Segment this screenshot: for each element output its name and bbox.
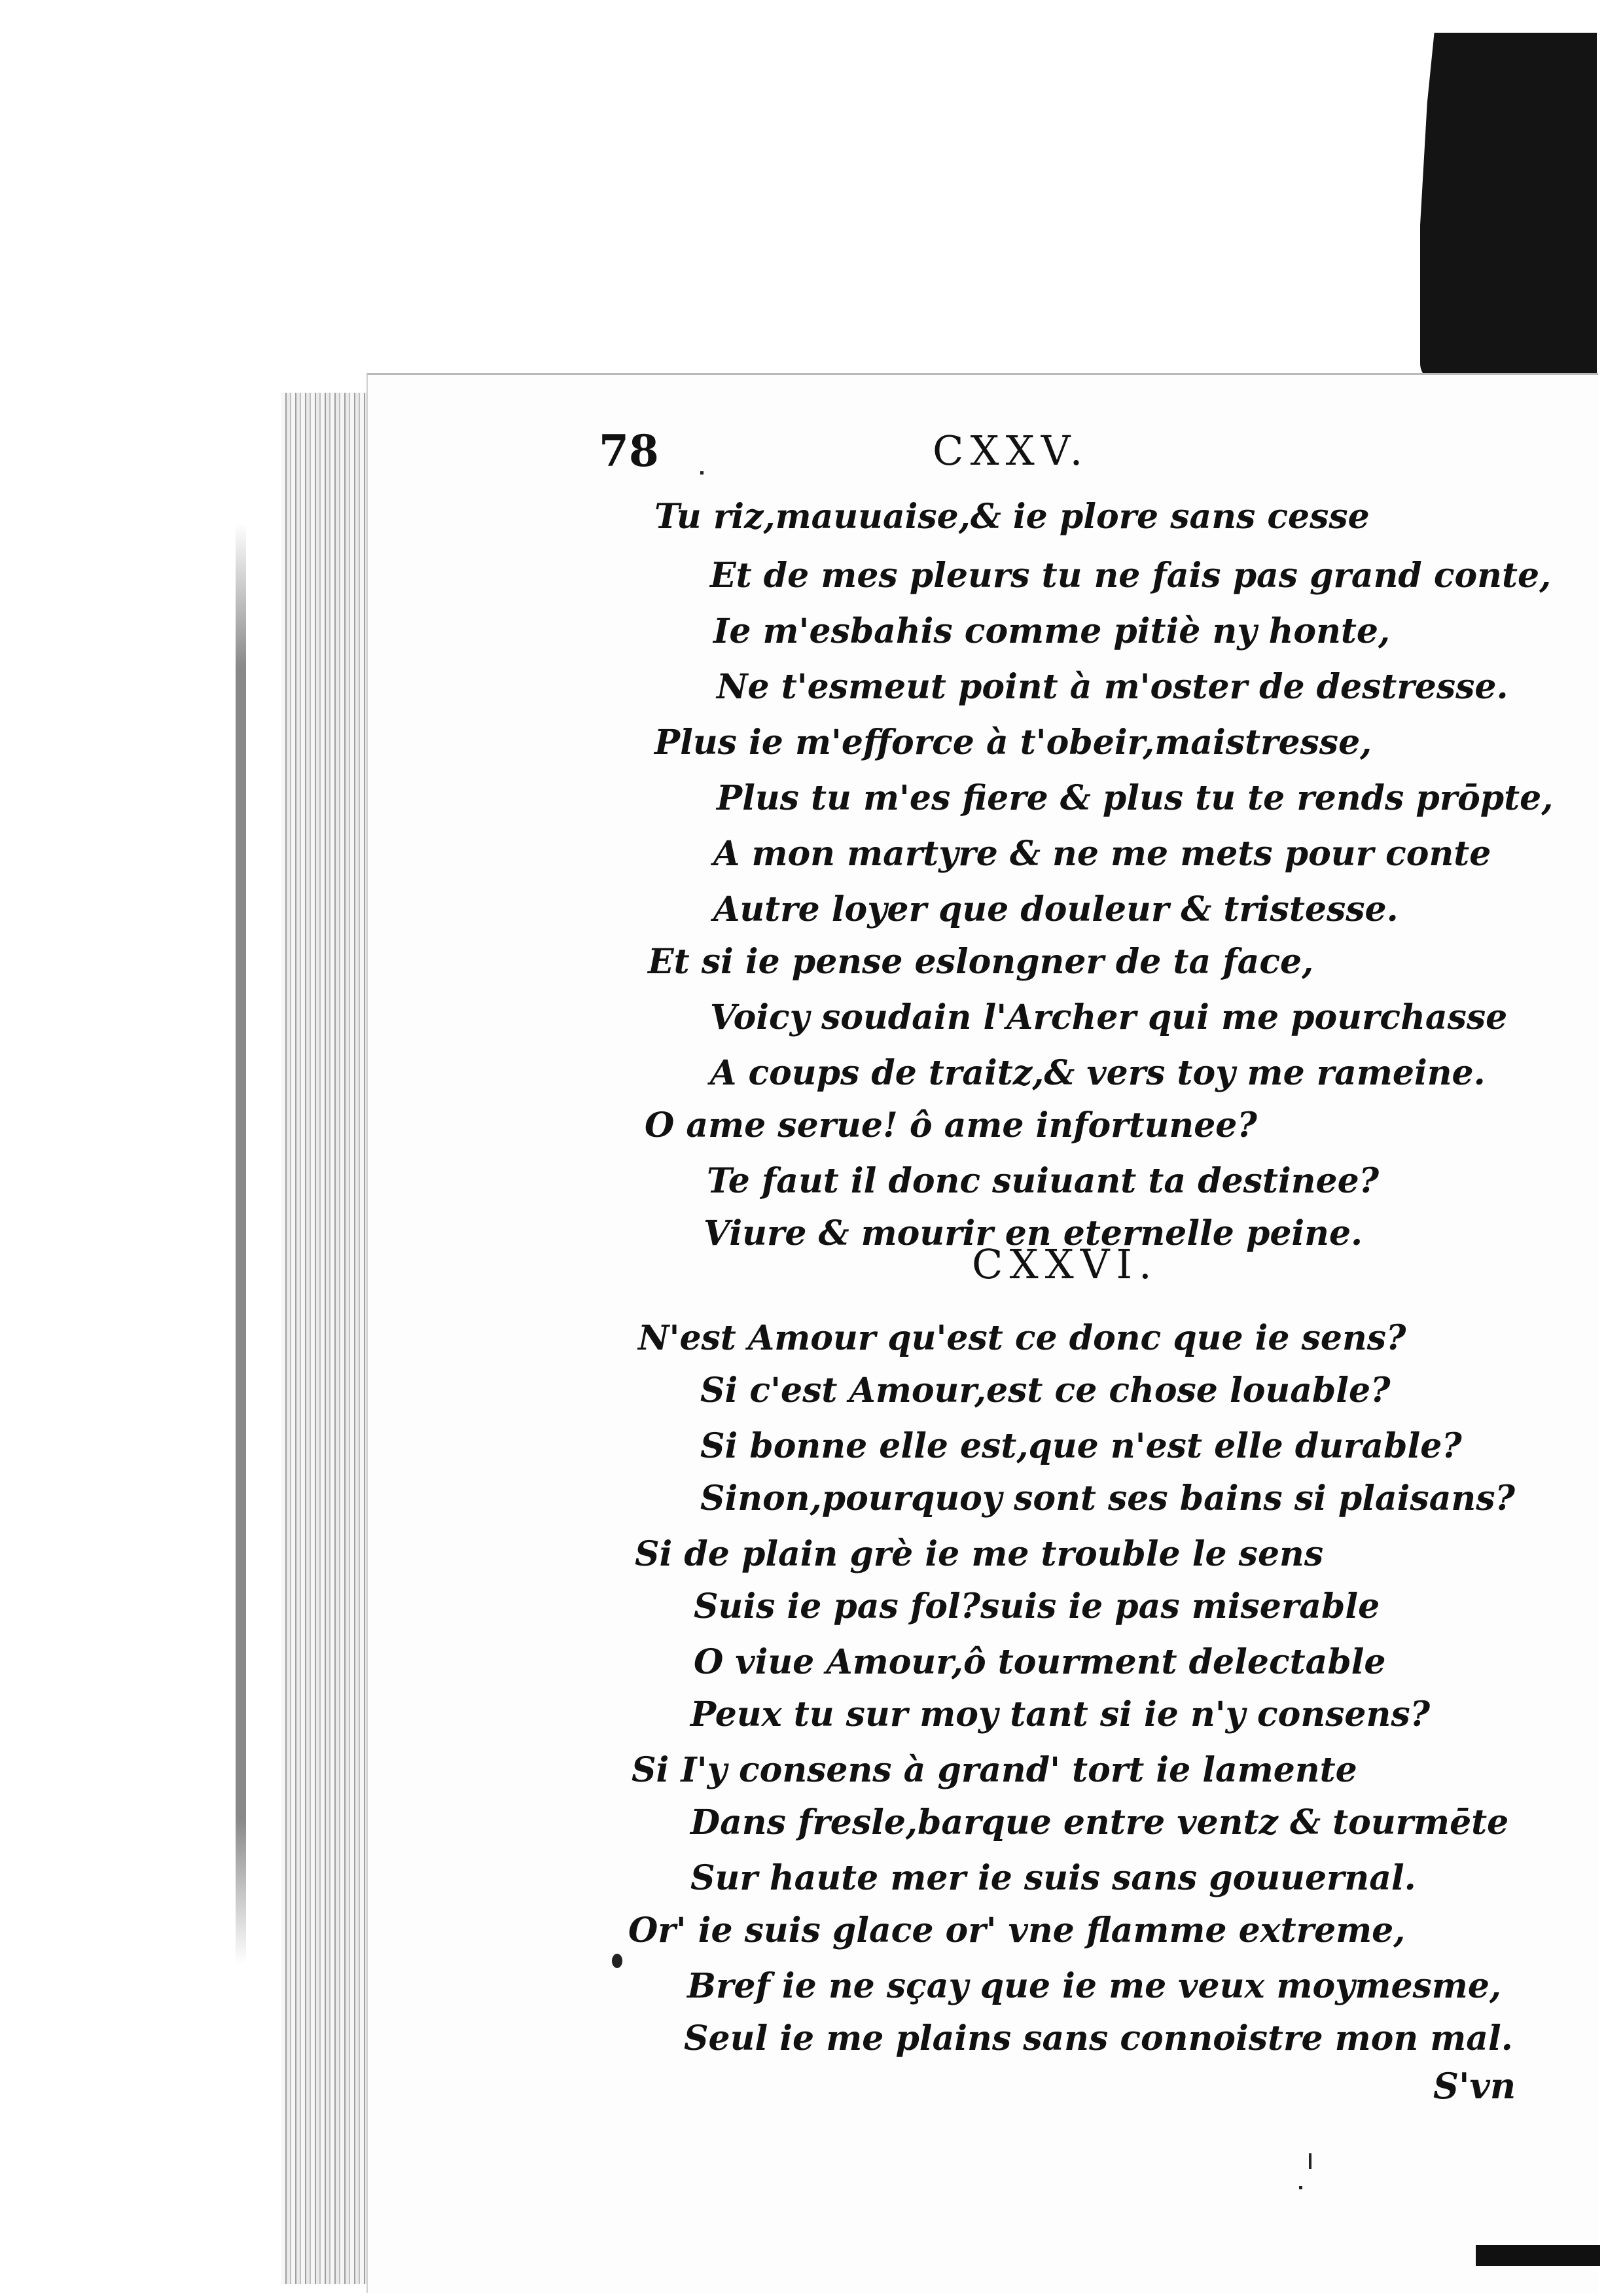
- poem-line: Sinon,pourquoy sont ses bains si plaisans?: [700, 1479, 1515, 1518]
- poem-heading: CXXV.: [933, 427, 1090, 475]
- poem-line: Suis ie pas fol?suis ie pas miserable: [694, 1587, 1380, 1626]
- poem-line: Si de plain grè ie me trouble le sens: [635, 1534, 1324, 1574]
- poem-line: Sur haute mer ie suis sans gouuernal.: [690, 1858, 1416, 1898]
- poem-line: Voicy soudain l'Archer qui me pourchasse: [710, 997, 1508, 1037]
- poem-line: Or' ie suis glace or' vne flamme extreme,: [628, 1910, 1406, 1950]
- ink-speck: [612, 1954, 622, 1968]
- book-page-edges: [281, 393, 380, 2284]
- poem-line: Plus ie m'efforce à t'obeir,maistresse,: [654, 723, 1372, 762]
- poem-line: Plus tu m'es fiere & plus tu te rends prōpte,: [717, 778, 1554, 818]
- ink-speck: [1309, 2153, 1311, 2169]
- poem-line: Autre loyer que douleur & tristesse.: [713, 889, 1399, 929]
- poem-line: Te faut il donc suiuant ta destinee?: [707, 1161, 1380, 1201]
- catchword: S'vn: [1433, 2065, 1516, 2107]
- poem-line: O viue Amour,ô tourment delectable: [694, 1642, 1386, 1682]
- bottom-dark-bar: [1476, 2245, 1600, 2266]
- poem-line: Peux tu sur moy tant si ie n'y consens?: [690, 1695, 1431, 1734]
- poem-line: Ne t'esmeut point à m'oster de destresse.: [717, 667, 1508, 707]
- ink-speck: [700, 471, 704, 475]
- poem-heading: CXXVI.: [972, 1240, 1158, 1288]
- poem-line: Si I'y consens à grand' tort ie lamente: [632, 1750, 1357, 1790]
- ink-speck: [1299, 2186, 1302, 2189]
- poem-line: N'est Amour qu'est ce donc que ie sens?: [638, 1318, 1406, 1358]
- poem-line: Si bonne elle est,que n'est elle durable?: [700, 1426, 1462, 1466]
- poem-line: Ie m'esbahis comme pitiè ny honte,: [713, 611, 1391, 651]
- poem-line: Dans fresle,barque entre ventz & tourmēte: [690, 1803, 1509, 1842]
- poem-line: Tu riz,mauuaise,& ie plore sans cesse: [654, 497, 1370, 537]
- dark-object: [1420, 33, 1597, 383]
- poem-line: Seul ie me plains sans connoistre mon mal.: [684, 2018, 1513, 2058]
- poem-line: Si c'est Amour,est ce chose louable?: [700, 1371, 1391, 1410]
- poem-line: Et si ie pense eslongner de ta face,: [648, 942, 1314, 982]
- poem-line: O ame serue! ô ame infortunee?: [645, 1105, 1257, 1145]
- poem-line: A coups de traitz,& vers toy me rameine.: [710, 1053, 1486, 1093]
- poem-line: Bref ie ne sçay que ie me veux moymesme,: [687, 1966, 1502, 2006]
- poem-line: Et de mes pleurs tu ne fais pas grand conte,: [710, 556, 1552, 596]
- poem-line: A mon martyre & ne me mets pour conte: [713, 834, 1491, 874]
- page-number: 78: [599, 425, 659, 476]
- poem-line: Viure & mourir en eternelle peine.: [704, 1213, 1363, 1253]
- book-edge-shadow: [236, 524, 246, 1964]
